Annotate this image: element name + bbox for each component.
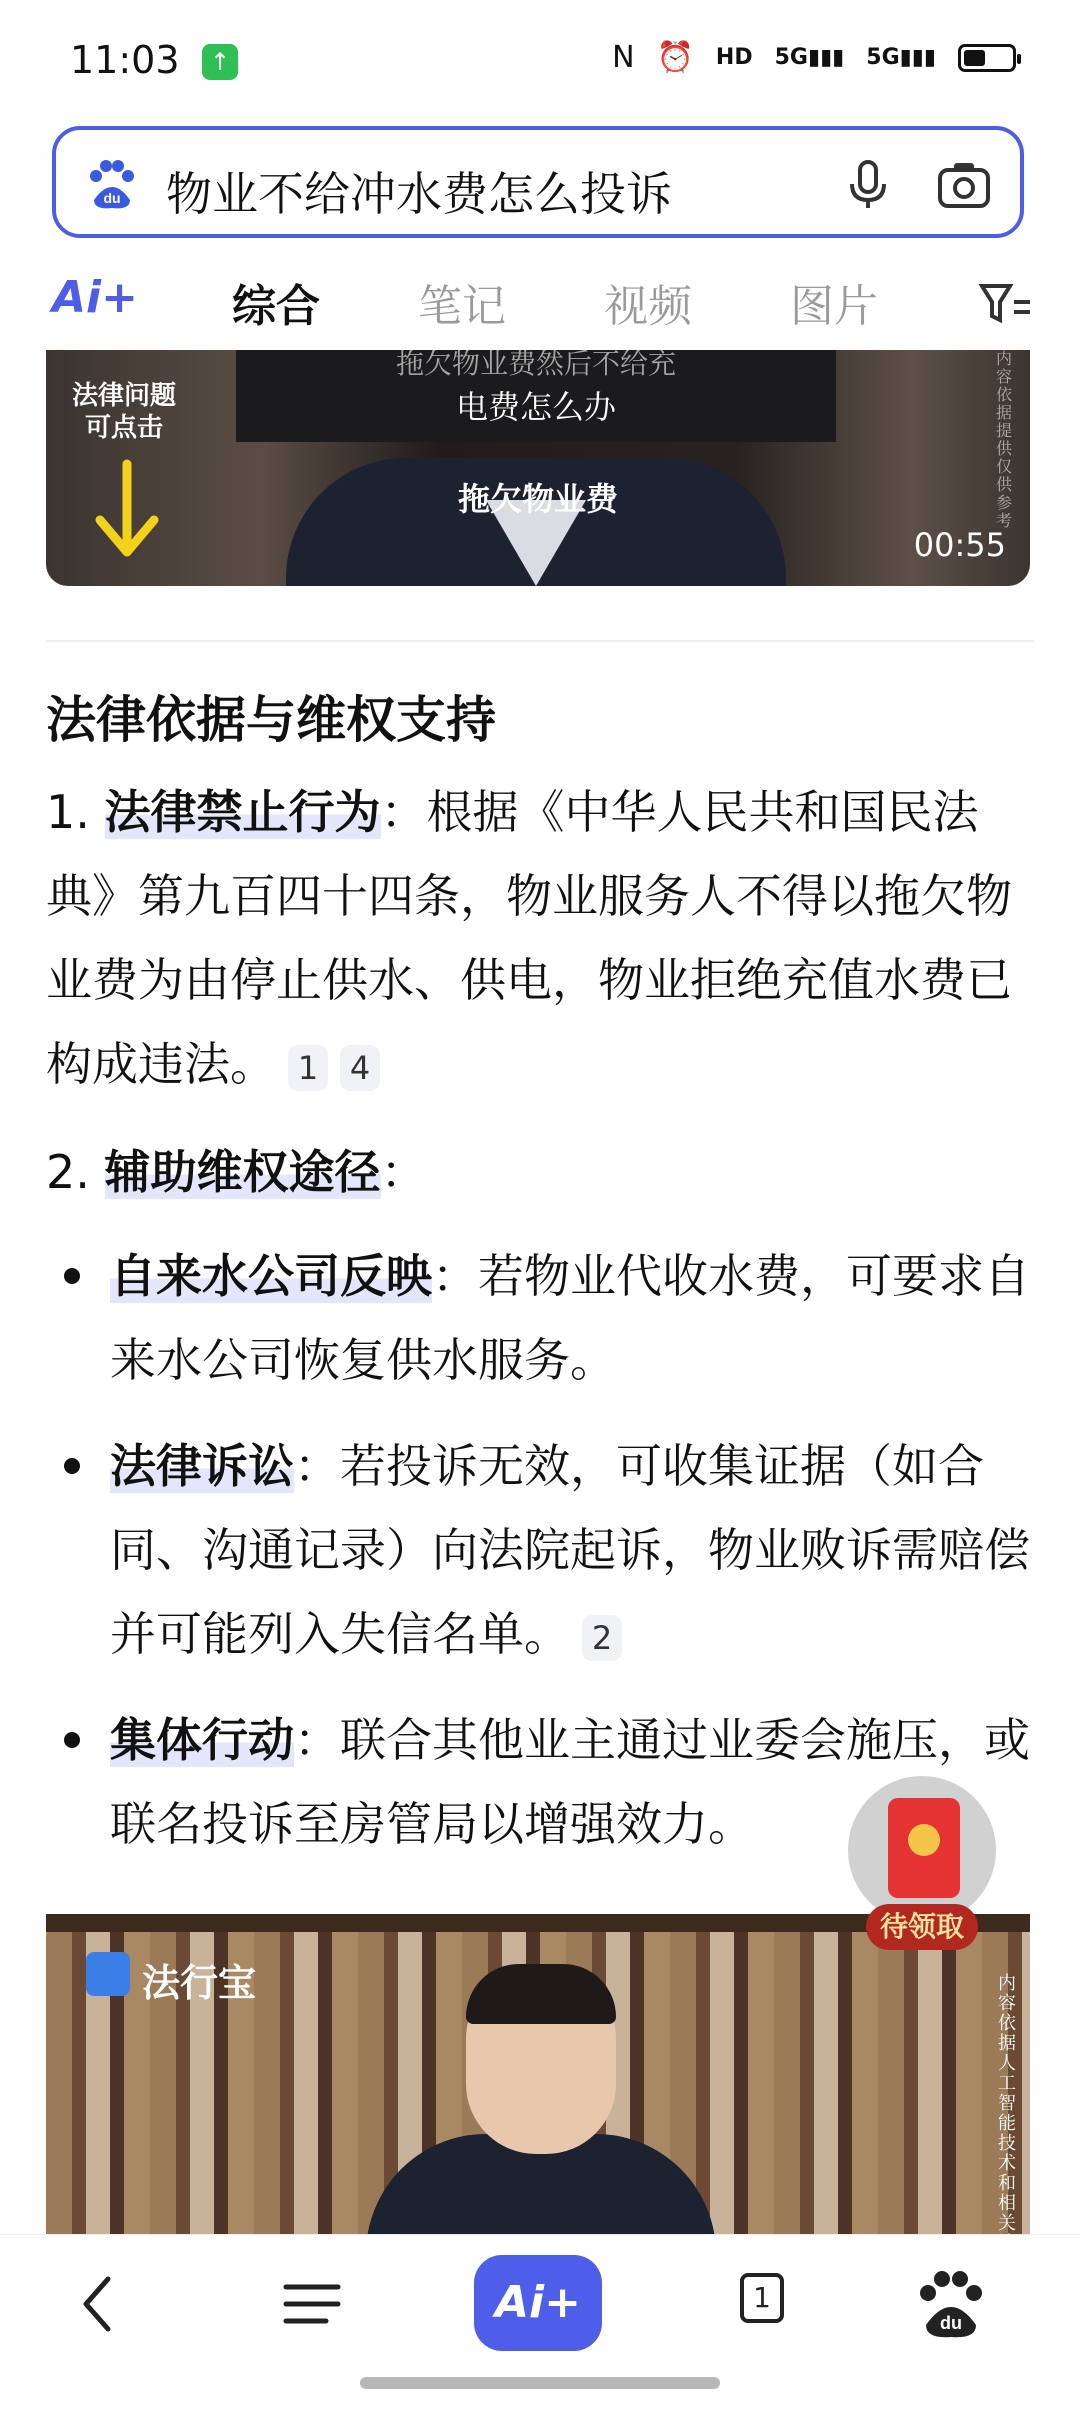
paragraph-text: ：根据《中华人民共和国民法典》第九百四十四条，物业服务人不得以拖欠物业费为由停止供水、供电，物业拒绝充值水费已构成违法。 <box>46 785 1012 1091</box>
red-packet-float[interactable] <box>848 1776 1000 1956</box>
list-item <box>46 1234 1036 1402</box>
divider <box>46 640 1034 642</box>
brand-name: 法行宝 <box>142 1961 257 2005</box>
highlight-term[interactable]: 法律诉讼 <box>110 1439 294 1493</box>
list-item-text: ：若投诉无效，可收集证据（如合同、沟通记录）向法院起诉，物业败诉需赔偿并可能列入失信名单。 <box>110 1439 1030 1661</box>
video-caption: 拖欠物业费 <box>457 480 618 518</box>
video-card-2[interactable] <box>46 1914 1030 2234</box>
paragraph-text: ： <box>380 1145 427 1199</box>
menu-icon[interactable] <box>268 2259 358 2349</box>
video-duration: 00:55 <box>913 526 1006 564</box>
nfc-icon: N <box>612 40 635 75</box>
down-arrow-icon <box>92 460 162 560</box>
camera-icon[interactable] <box>932 152 996 216</box>
battery-icon <box>958 44 1016 72</box>
ai-tab[interactable]: Ai+ <box>52 272 139 323</box>
video-side-text: 内容依据人工智能技术和相关 <box>998 1973 1016 2234</box>
svg-text:du: du <box>103 190 121 206</box>
list-number: 1. <box>46 785 105 839</box>
search-input[interactable]: 物业不给冲水费怎么投诉 <box>166 167 672 221</box>
highlight-term[interactable]: 法律禁止行为 <box>104 785 381 839</box>
video-screen-text: 拖欠物业费然后不给充 电费怎么办 <box>395 347 676 426</box>
search-tabs <box>0 262 1080 352</box>
filter-icon[interactable] <box>976 276 1032 332</box>
tab-video[interactable]: 视频 <box>604 281 692 332</box>
list-number: 2. <box>46 1145 105 1199</box>
highlight-term[interactable]: 集体行动 <box>110 1713 294 1767</box>
red-envelope-icon <box>888 1798 960 1898</box>
citation-badge[interactable]: 2 <box>582 1615 622 1661</box>
signal-icon-2: 5G▮▮▮ <box>866 45 936 70</box>
microphone-icon[interactable] <box>836 152 900 216</box>
tabs-count-button[interactable]: 1 <box>740 2273 784 2323</box>
bottom-nav <box>0 2234 1080 2413</box>
home-indicator[interactable] <box>360 2377 720 2389</box>
answer-article <box>46 680 1036 1866</box>
list-item <box>46 1424 1036 1676</box>
tab-notes[interactable]: 笔记 <box>418 281 506 332</box>
bullet-list <box>46 1234 1036 1866</box>
status-bar <box>0 0 1080 120</box>
citation-badge[interactable]: 1 <box>288 1045 328 1091</box>
status-icons <box>612 40 1016 75</box>
tab-comprehensive[interactable]: 综合 <box>232 270 320 334</box>
list-item-text: ：若物业代收水费，可要求自来水公司恢复供水服务。 <box>110 1249 1030 1387</box>
highlight-term[interactable]: 自来水公司反映 <box>110 1249 432 1303</box>
video-side-text: 内容依据提供仅供参考 <box>996 349 1013 530</box>
paragraph-1 <box>46 770 1036 1106</box>
search-bar[interactable] <box>52 126 1024 238</box>
video-screen <box>236 347 836 442</box>
ai-assistant-button[interactable]: Ai+ <box>474 2255 602 2351</box>
back-icon[interactable] <box>56 2259 146 2349</box>
baidu-paw-icon <box>84 156 140 212</box>
hd-icon: HD <box>715 45 753 70</box>
baidu-home-icon[interactable] <box>906 2259 996 2349</box>
list-item-text: ：联合其他业主通过业委会施压，或联名投诉至房管局以增强效力。 <box>110 1713 1030 1851</box>
legal-question-badge[interactable]: 法律问题 可点击 <box>72 381 177 443</box>
video-card-1[interactable] <box>46 347 1030 586</box>
fa-xing-bao-logo-icon <box>86 1952 130 1996</box>
status-time: 11:03 <box>70 38 180 82</box>
alarm-icon: ⏰ <box>656 40 694 75</box>
svg-text:du: du <box>940 2313 962 2333</box>
paragraph-2 <box>46 1130 1036 1214</box>
app-notification-icon <box>202 44 238 80</box>
video-person-hair <box>466 1964 616 2024</box>
signal-icon: 5G▮▮▮ <box>774 45 845 70</box>
citation-badge[interactable]: 4 <box>340 1045 380 1091</box>
red-packet-label[interactable]: 待领取 <box>866 1904 978 1950</box>
section-heading: 法律依据与维权支持 <box>46 691 496 749</box>
highlight-term[interactable]: 辅助维权途径 <box>104 1145 381 1199</box>
tab-images[interactable]: 图片 <box>790 281 878 332</box>
